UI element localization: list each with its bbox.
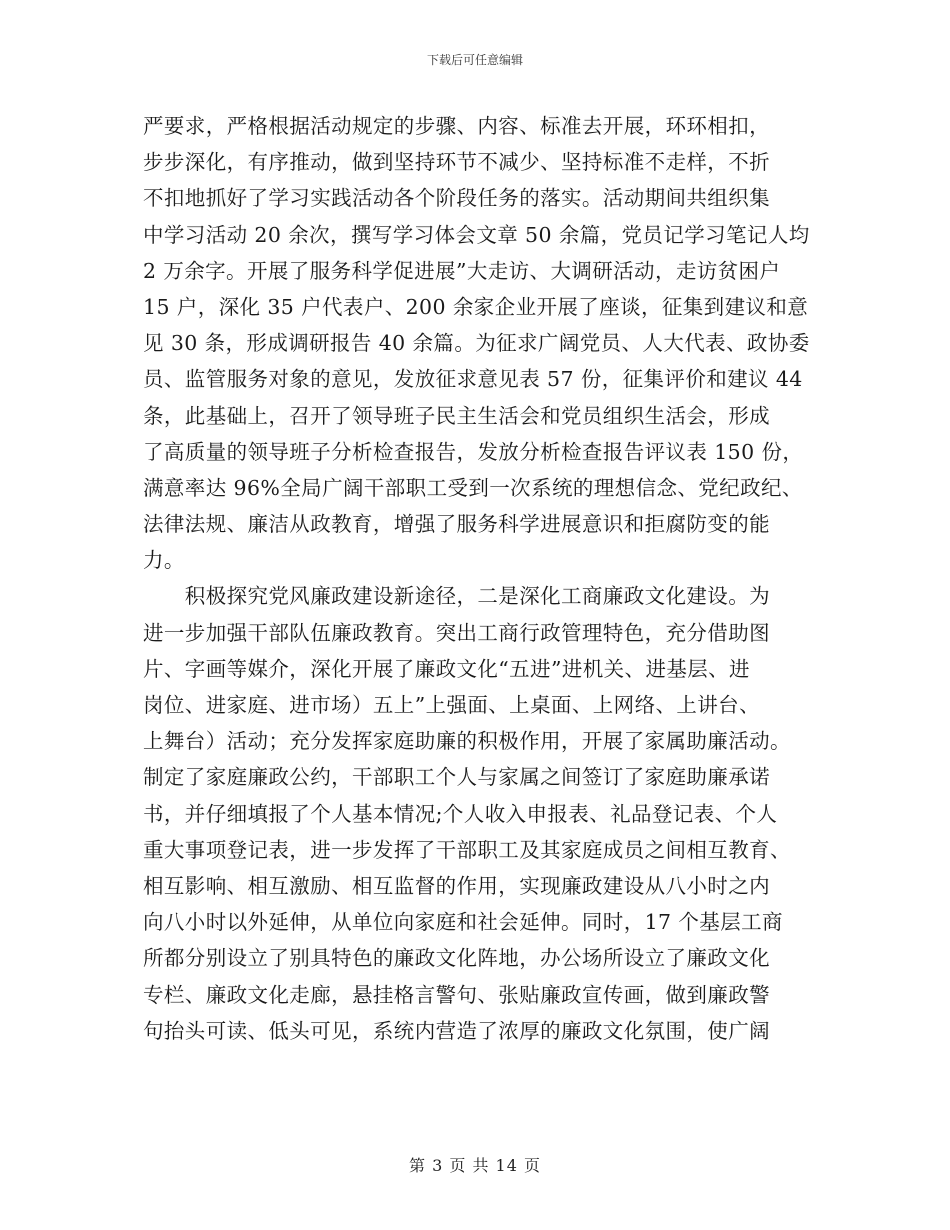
document-body (143, 108, 809, 1049)
body-line: 满意率达 96%全局广阔干部职工受到一次系统的理想信念、党纪政纪、 (143, 475, 803, 500)
body-line: 严要求，严格根据活动规定的步骤、内容、标准去开展，环环相扣， (143, 114, 770, 138)
body-line: 力。 (143, 548, 185, 573)
body-line: 进一步加强干部队伍廉政教育。突出工商行政管理特色，充分借助图 (143, 620, 770, 645)
body-line: 条，此基础上，召开了领导班子民主生活会和党员组织生活会，形成 (143, 403, 770, 428)
body-line: 制定了家庭廉政公约，干部职工个人与家属之间签订了家庭助廉承诺 (143, 765, 770, 790)
body-line: 岗位、进家庭、进市场）五上”上强面、上桌面、上网络、上讲台、 (143, 693, 760, 717)
body-line: 重大事项登记表，进一步发挥了干部职工及其家庭成员之间相互教育、 (143, 837, 791, 862)
body-line: 不扣地抓好了学习实践活动各个阶段任务的落实。活动期间共组织集 (143, 186, 770, 211)
body-line: 积极探究党风廉政建设新途径，二是深化工商廉政文化建设。为 (143, 584, 770, 609)
body-line: 相互影响、相互激励、相互监督的作用，实现廉政建设从八小时之内 (143, 873, 770, 898)
body-line: 上舞台）活动；充分发挥家庭助廉的积极作用，开展了家属助廉活动。 (143, 729, 791, 754)
body-line: 书，并仔细填报了个人基本情况;个人收入申报表、礼品登记表、个人 (143, 801, 778, 826)
body-line: 步步深化，有序推动，做到坚持环节不减少、坚持标准不走样，不折 (143, 150, 770, 175)
page-header: 下载后可任意编辑 (426, 53, 523, 67)
body-line: 专栏、廉政文化走廊，悬挂格言警句、张贴廉政宣传画，做到廉政警 (143, 982, 770, 1007)
body-line: 所都分别设立了别具特色的廉政文化阵地，办公场所设立了廉政文化 (143, 946, 770, 971)
page-footer: 第 3 页 共 14 页 (409, 1156, 541, 1175)
body-line: 2 万余字。开展了服务科学促进展”大走访、大调研活动，走访贫困户 (143, 258, 781, 283)
body-line: 员、监管服务对象的意见，发放征求意见表 57 份，征集评价和建议 44 (143, 367, 803, 392)
body-line: 中学习活动 20 余次，撰写学习体会文章 50 余篇，党员记学习笔记人均 (143, 222, 810, 247)
body-line: 了高质量的领导班子分析检查报告，发放分析检查报告评议表 150 份， (143, 439, 804, 464)
body-line: 15 户，深化 35 户代表户、200 余家企业开展了座谈，征集到建议和意 (143, 294, 809, 319)
body-line: 见 30 条，形成调研报告 40 余篇。为征求广阔党员、人大代表、政协委 (143, 331, 810, 356)
body-line: 句抬头可读、低头可见，系统内营造了浓厚的廉政文化氛围，使广阔 (143, 1018, 770, 1043)
body-line: 向八小时以外延伸，从单位向家庭和社会延伸。同时，17 个基层工商 (143, 910, 783, 935)
body-line: 法律法规、廉洁从政教育，增强了服务科学进展意识和拒腐防变的能 (143, 512, 770, 537)
body-line: 片、字画等媒介，深化开展了廉政文化“五进”进机关、进基层、进 (143, 656, 750, 681)
